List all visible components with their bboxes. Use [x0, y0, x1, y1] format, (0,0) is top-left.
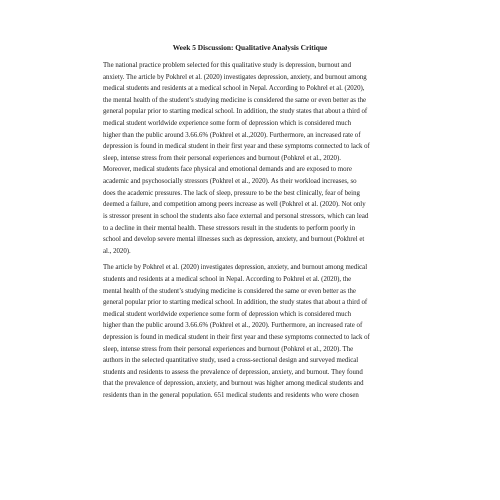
text-line: higher than the public around 3.66.6% (Pokhrel et al.,2020). Furthermore, an increased rate of [103, 131, 361, 139]
text-line: general popular prior to starting medical school. In addition, the study states that about a third of [103, 108, 368, 116]
text-line: deemed a failure, and competition among peers increase as well (Pokhrel et al. (2020). Not only [103, 201, 366, 209]
text-line: The article by Pokhrel et al. (2020) investigates depression, anxiety, and burnout among medical [103, 264, 368, 272]
text-line: residents than in the general population. 651 medical students and residents who were chosen [103, 392, 359, 400]
text-line: does the academic pressures. The lack of sleep, pressure to be the best clinically, fear of being [103, 189, 360, 197]
text-line: academic and psychosocially stressors (Pokhrel et al., 2020). As their workload increases, so [103, 178, 357, 186]
text-line: mental health of the student’s studying medicine is considered the same or even better as the [103, 287, 356, 295]
text-line: authors in the selected quantitative study, used a cross-sectional design and surveyed medical [103, 357, 359, 365]
text-line: medical student worldwide experience some form of depression which is considered much [103, 120, 352, 128]
text-line: students and residents to assess the prevalence of depression, anxiety, and burnout. They found [103, 368, 363, 376]
text-line: is stressor present in school the students also face external and personal stressors, which can lead [103, 212, 369, 220]
text-line: anxiety. The article by Pokhrel et al. (2020) investigates depression, anxiety, and burnout among [103, 73, 367, 81]
text-line: al., 2020). [103, 247, 131, 255]
text-line: Moreover, medical students face physical and emotional demands and are exposed to more [103, 166, 352, 174]
text-line: school and develop severe mental illnesses such as depression, anxiety, and burnout (Pokhrel et [103, 236, 365, 244]
document-title: Week 5 Discussion: Qualitative Analysis Critique [172, 43, 328, 52]
text-line: to a decline in their mental health. These stressors result in the students to perform poorly in [103, 224, 356, 232]
paragraph-2 [103, 262, 403, 401]
text-line: sleep, intense stress from their personal experiences and burnout (Pohkrel et al., 2020). The [103, 345, 354, 353]
document-body [103, 60, 403, 407]
paragraph-1 [103, 60, 403, 257]
text-line: depression is found in medical student in their first year and these symptoms connected to lack of [103, 143, 370, 151]
text-line: medical students and residents at a medical school in Nepal. According to Pokhrel et al. (2020), [103, 85, 365, 93]
text-line: The national practice problem selected for this qualitative study is depression, burnout and [103, 62, 352, 69]
text-line: sleep, intense stress from their personal experiences and burnout (Pohkrel et al., 2020). [103, 154, 341, 162]
text-line: general popular prior to starting medical school. In addition, the study states that about a third of [103, 299, 368, 307]
text-line: students and residents at a medical school in Nepal. According to Pokhrel et al. (2020), the [103, 275, 352, 283]
text-line: that the prevalence of depression, anxiety, and burnout was higher among medical students and [103, 380, 364, 388]
text-line: higher than the public around 3.66.6% (Pokhrel et al., 2020). Furthermore, an increased rate of [103, 322, 363, 330]
text-line: the mental health of the student’s studying medicine is considered the same or even better as the [103, 96, 367, 104]
text-line: medical student worldwide experience some form of depression which is considered much [103, 310, 352, 318]
text-line: depression is found in medical student in their first year and these symptoms connected to lack of [103, 334, 370, 342]
